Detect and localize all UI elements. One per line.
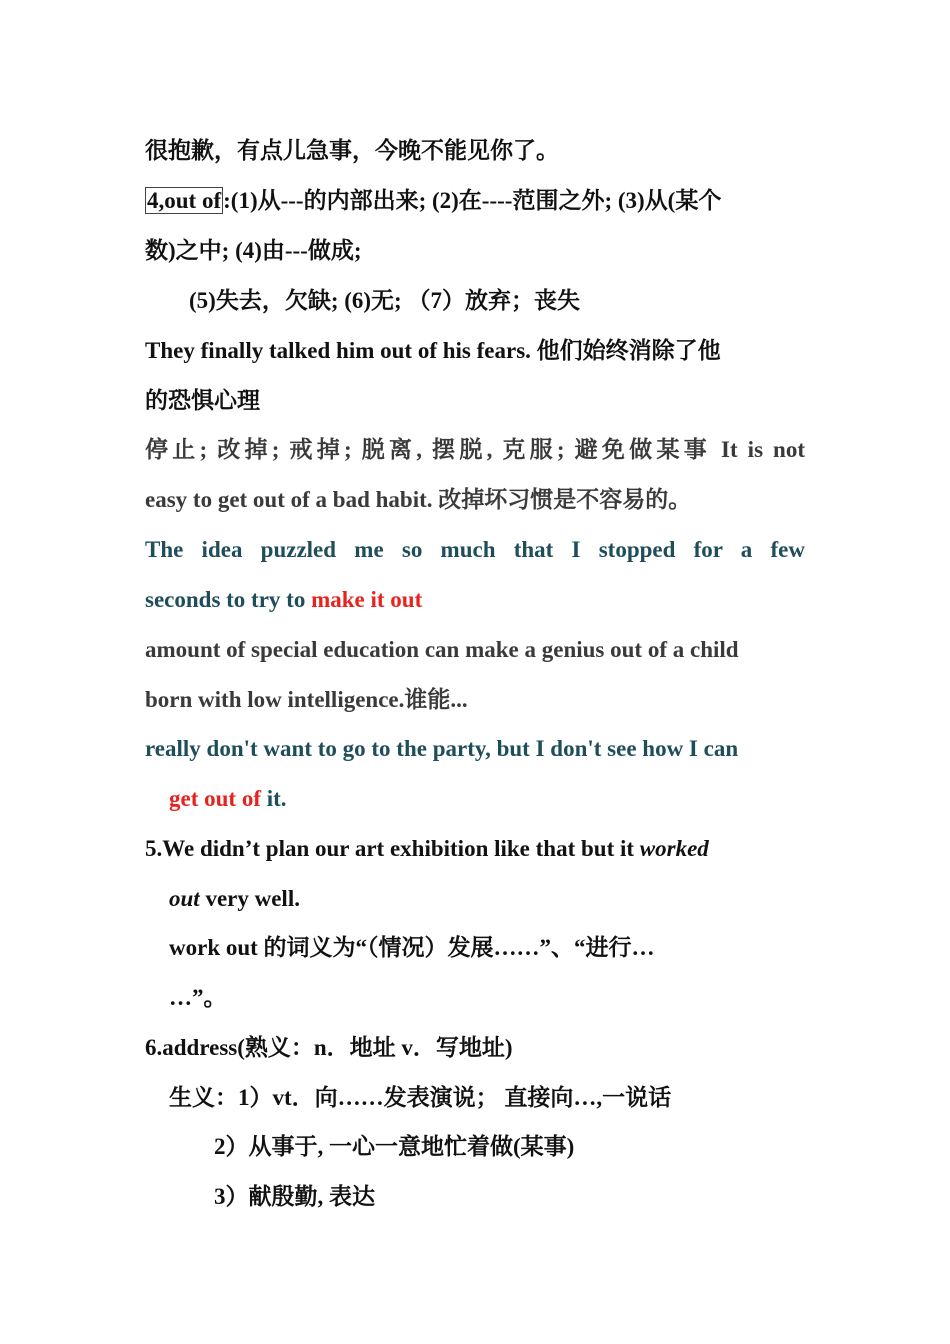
text-line-apology: 很抱歉，有点儿急事，今晚不能见你了。 <box>145 138 559 163</box>
entry-work-out <box>145 834 709 864</box>
work-out-end: very well. <box>199 886 300 911</box>
example-fears: They finally talked him out of his fears. 他们始终消除了他 <box>145 338 721 363</box>
address-sense-3: 3）献殷勤, 表达 <box>214 1184 375 1209</box>
get-out-of-meanings: 停止; 改掉; 戒掉; 脱离, 摆脱, 克服; 避免做某事 It is not <box>145 437 805 462</box>
address-sense-2: 2）从事于, 一心一意地忙着做(某事) <box>214 1134 575 1159</box>
out-of-meanings-3: (5)失去，欠缺; (6)无; （7）放弃；丧失 <box>189 288 580 313</box>
entry-out-of-header <box>145 186 721 216</box>
italic-out: out <box>169 886 200 911</box>
example-genius-cont: born with low intelligence.谁能... <box>145 687 468 712</box>
entry-address: 6.address(熟义：n．地址 v．写地址) <box>145 1035 513 1060</box>
boxed-term-out-of: 4,out of <box>147 188 222 213</box>
work-out-meaning-cont: …”。 <box>169 985 227 1010</box>
example-puzzled: The idea puzzled me so much that I stopped for a few <box>145 537 805 562</box>
example-genius: amount of special education can make a genius out of a child <box>145 637 739 662</box>
highlight-make-it-out: make it out <box>311 587 423 612</box>
puzzled-text: seconds to try to <box>145 587 312 612</box>
entry-work-out-cont <box>169 884 300 914</box>
example-puzzled-cont <box>145 585 422 615</box>
out-of-meanings-2: 数)之中; (4)由---做成; <box>145 238 362 263</box>
example-party: really don't want to go to the party, but I don't see how I can <box>145 736 739 761</box>
out-of-meanings-1: :(1)从---的内部出来; (2)在----范围之外; (3)从(某个 <box>223 188 722 213</box>
work-out-sentence: 5.We didn’t plan our art exhibition like that but it <box>145 836 640 861</box>
address-sense-1: 生义：1）vt．向……发表演说； 直接向…,一说话 <box>169 1085 672 1110</box>
highlight-get-out-of: get out of <box>169 786 261 811</box>
example-party-cont <box>169 784 287 814</box>
italic-worked: worked <box>639 836 709 861</box>
work-out-meaning: work out 的词义为“（情况）发展……”、“进行… <box>169 935 655 960</box>
example-bad-habit: easy to get out of a bad habit. 改掉坏习惯是不容易的。 <box>145 487 692 512</box>
example-fears-translation: 的恐惧心理 <box>145 388 260 413</box>
party-end-text: it. <box>260 786 287 811</box>
